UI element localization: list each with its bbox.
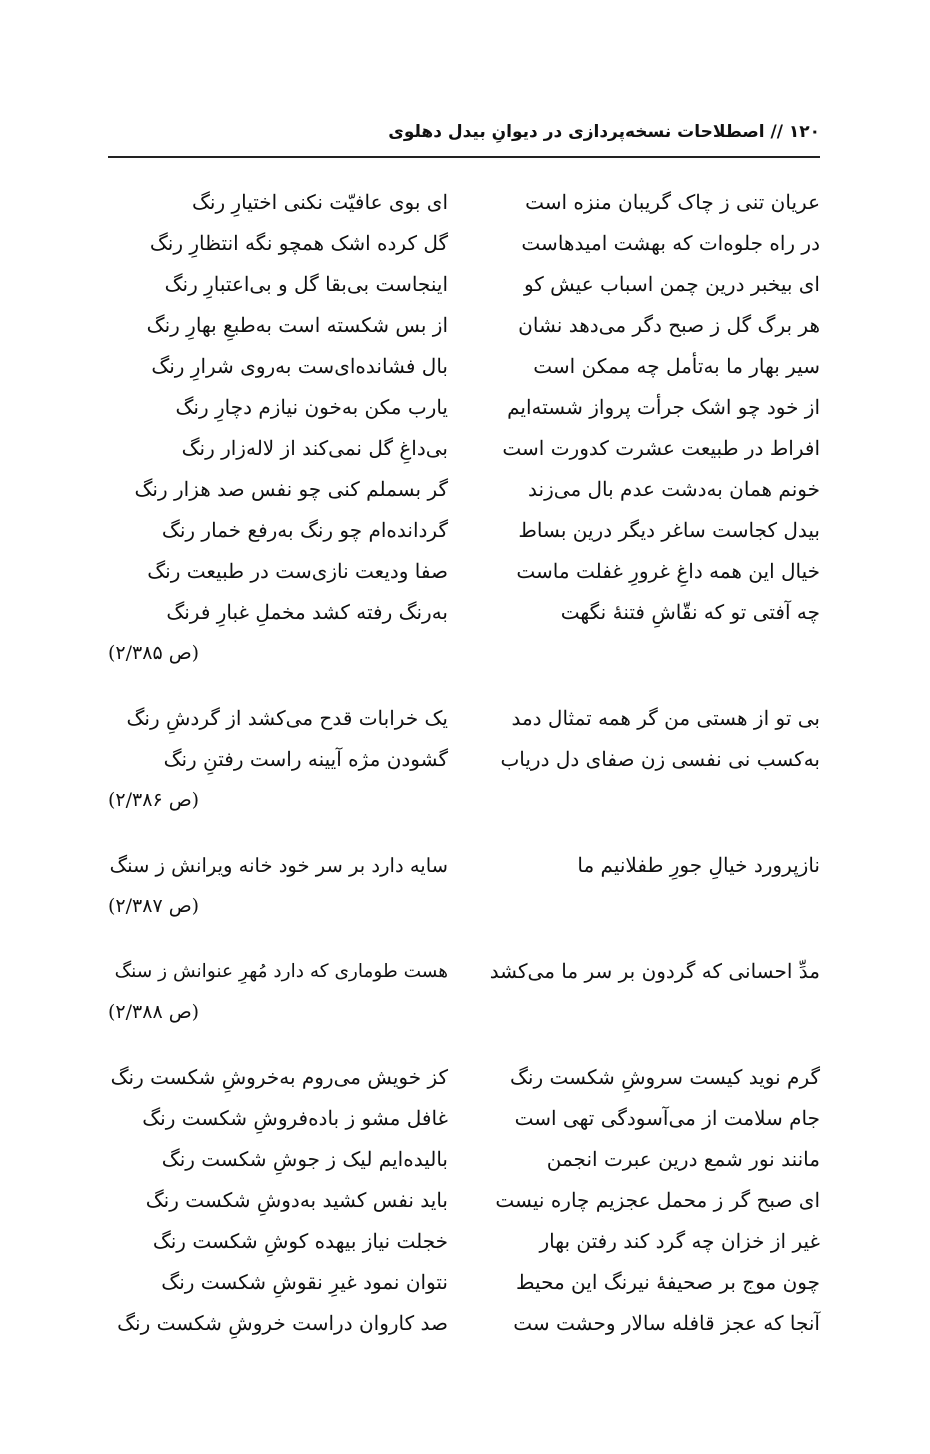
verse-row — [108, 551, 820, 592]
verse-row — [108, 182, 820, 223]
verse-row — [108, 1262, 820, 1303]
hemistich-second: گر بسملم کنی چو نفس صد هزار رنگ — [134, 477, 448, 501]
hemistich-first: سیر بهار ما به‌تأمل چه ممکن است — [533, 354, 820, 378]
hemistich-second: خجلت نیاز بیهده کوشِ شکست رنگ — [152, 1229, 448, 1253]
verse-row — [108, 387, 820, 428]
hemistich-second: به‌رنگ رفته کشد مخملِ غبارِ فرنگ — [166, 600, 448, 624]
verse-row — [108, 223, 820, 264]
hemistich-first: ای صبح گر ز محمل عجزیم چاره نیست — [495, 1188, 820, 1212]
reference-row — [108, 780, 820, 821]
hemistich-second: یک خرابات قدح می‌کشد از گردشِ رنگ — [126, 706, 448, 730]
page-header — [108, 116, 820, 158]
hemistich-first: افراط در طبیعت عشرت کدورت است — [502, 436, 820, 460]
verse-row — [108, 1303, 820, 1344]
hemistich-first: جام سلامت از می‌آسودگی تهی است — [514, 1106, 820, 1130]
hemistich-second: بالیده‌ایم لیک ز جوشِ شکست رنگ — [161, 1147, 448, 1171]
block-gap — [108, 1033, 820, 1057]
hemistich-first: بی تو از هستی من گر همه تمثال دمد — [511, 706, 820, 730]
hemistich-first: آنجا که عجز قافله سالار وحشت ست — [513, 1311, 820, 1335]
poem-body — [108, 182, 820, 1344]
hemistich-first: هر برگ گل ز صبح دگر می‌دهد نشان — [518, 313, 820, 337]
hemistich-second: بی‌داغِ گل نمی‌کند از لاله‌زار رنگ — [181, 436, 448, 460]
hemistich-second: اینجاست بی‌بقا گل و بی‌اعتبارِ رنگ — [164, 272, 448, 296]
hemistich-second: ای بوی عافیّت نکنی اختیارِ رنگ — [192, 190, 448, 214]
hemistich-first: بیدل کجاست ساغر دیگر درین بساط — [518, 518, 820, 542]
reference-row — [108, 886, 820, 927]
hemistich-first: گرم نوید کیست سروشِ شکست رنگ — [510, 1065, 820, 1089]
hemistich-second: کز خویش می‌روم به‌خروشِ شکست رنگ — [110, 1065, 448, 1089]
hemistich-second: گل کرده اشک همچو نگه انتظارِ رنگ — [149, 231, 448, 255]
verse-row — [108, 305, 820, 346]
hemistich-second: غافل مشو ز باده‌فروشِ شکست رنگ — [142, 1106, 448, 1130]
running-head: ۱۲۰ // اصطلاحات نسخه‌پردازی در دیوانِ بیدل دهلوی — [388, 122, 820, 142]
hemistich-first: نازپرورد خیالِ جورِ طفلانیم ما — [577, 853, 820, 877]
hemistich-second: نتوان نمود غیرِ نقوشِ شکست رنگ — [161, 1270, 448, 1294]
hemistich-first: چه آفتی تو که نقّاشِ فتنهٔ نگهت — [560, 600, 820, 624]
verse-row — [108, 1139, 820, 1180]
verse-row — [108, 592, 820, 633]
verse-row — [108, 1221, 820, 1262]
page-reference: (ص ۲/۳۸۸) — [108, 1001, 200, 1023]
hemistich-first: مانند نور شمع درین عبرت انجمن — [546, 1147, 820, 1171]
block-gap — [108, 927, 820, 951]
hemistich-first: غیر از خزان چه گرد کند رفتن بهار — [539, 1229, 820, 1253]
hemistich-second: گردانده‌ام چو رنگ به‌رفع خمار رنگ — [161, 518, 448, 542]
verse-row — [108, 951, 820, 992]
hemistich-first: به‌کسب نی نفسی زن صفای دل دریاب — [500, 747, 820, 771]
verse-row — [108, 428, 820, 469]
hemistich-second: بال فشانده‌ای‌ست به‌روی شرارِ رنگ — [151, 354, 448, 378]
verse-row — [108, 845, 820, 886]
verse-row — [108, 264, 820, 305]
verse-row — [108, 510, 820, 551]
page-reference: (ص ۲/۳۸۶) — [108, 789, 200, 811]
hemistich-second: هست طوماری که دارد مُهرِ عنوانش ز سنگ — [114, 961, 448, 982]
page-reference: (ص ۲/۳۸۵) — [108, 642, 200, 664]
hemistich-second: صد کاروان دراست خروشِ شکست رنگ — [117, 1311, 448, 1335]
hemistich-first: خیال این همه داغِ غرورِ غفلت ماست — [516, 559, 820, 583]
hemistich-second: باید نفس کشید به‌دوشِ شکست رنگ — [145, 1188, 448, 1212]
verse-row — [108, 346, 820, 387]
hemistich-second: یارب مکن به‌خون نیازم دچارِ رنگ — [175, 395, 448, 419]
hemistich-first: عریان تنی ز چاک گریبان منزه است — [525, 190, 820, 214]
hemistich-second: صفا ودیعت نازی‌ست در طبیعت رنگ — [147, 559, 448, 583]
reference-row — [108, 633, 820, 674]
reference-row — [108, 992, 820, 1033]
block-gap — [108, 674, 820, 698]
verse-row — [108, 698, 820, 739]
page-reference: (ص ۲/۳۸۷) — [108, 895, 200, 917]
verse-row — [108, 1057, 820, 1098]
hemistich-first: ای بیخبر درین چمن اسباب عیش کو — [523, 272, 820, 296]
hemistich-first: در راه جلوه‌ات که بهشت امیدهاست — [521, 231, 820, 255]
hemistich-second: سایه دارد بر سر خود خانه ویرانش ز سنگ — [109, 854, 448, 877]
verse-row — [108, 1098, 820, 1139]
block-gap — [108, 821, 820, 845]
hemistich-first: خونم همان به‌دشت عدم بال می‌زند — [528, 477, 820, 501]
verse-row — [108, 739, 820, 780]
hemistich-first: چون موج بر صحیفهٔ نیرنگ این محیط — [516, 1270, 820, 1294]
verse-row — [108, 469, 820, 510]
hemistich-first: مدِّ احسانی که گردون بر سر ما می‌کشد — [489, 959, 820, 983]
hemistich-second: گشودن مژه آیینه راست رفتنِ رنگ — [163, 747, 448, 771]
verse-row — [108, 1180, 820, 1221]
hemistich-first: از خود چو اشک جرأت پرواز شسته‌ایم — [507, 395, 820, 419]
hemistich-second: از بس شکسته است به‌طبعِ بهارِ رنگ — [146, 313, 448, 337]
